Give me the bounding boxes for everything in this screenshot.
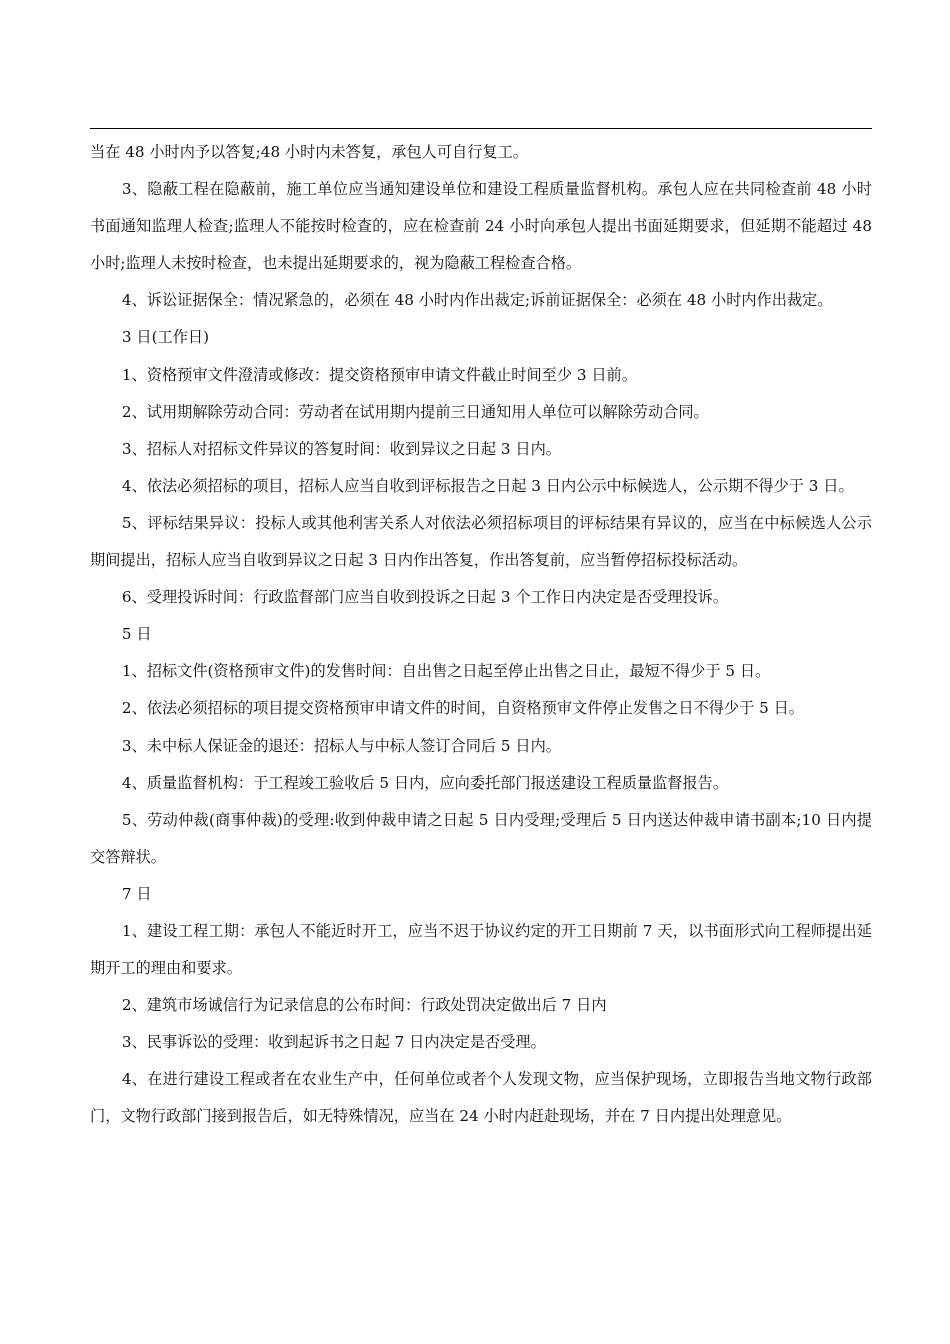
paragraph: 5、评标结果异议：投标人或其他利害关系人对依法必须招标项目的评标结果有异议的，应当在中标候选人公示期间提出，招标人应当自收到异议之日起 3 日内作出答复，作出答复前，应当暂停招标投标活动。 [90, 513, 872, 570]
paragraph: 4、在进行建设工程或者在农业生产中，任何单位或者个人发现文物，应当保护现场，立即报告当地文物行政部门，文物行政部门接到报告后，如无特殊情况，应当在 24 小时内赶赴现场，并在 7 日内提出处理意见。 [90, 1070, 872, 1126]
paragraph: 6、受理投诉时间：行政监督部门应当自收到投诉之日起 3 个工作日内决定是否受理投诉。 [121, 588, 729, 607]
paragraph: 3、未中标人保证金的退还：招标人与中标人签订合同后 5 日内。 [121, 736, 561, 755]
paragraph: 3、民事诉讼的受理：收到起诉书之日起 7 日内决定是否受理。 [121, 1033, 546, 1052]
paragraph: 4、质量监督机构：于工程竣工验收后 5 日内，应向委托部门报送建设工程质量监督报告。 [121, 773, 729, 792]
section-heading: 3 日(工作日) [121, 328, 209, 347]
paragraph: 1、招标文件(资格预审文件)的发售时间：自出售之日起至停止出售之日止，最短不得少于 5 日。 [121, 662, 771, 681]
paragraph: 1、建设工程工期：承包人不能近时开工，应当不迟于协议约定的开工日期前 7 天，以书面形式向工程师提出延期开工的理由和要求。 [90, 921, 872, 978]
header-rule [90, 128, 872, 129]
paragraph: 2、建筑市场诚信行为记录信息的公布时间：行政处罚决定做出后 7 日内 [121, 996, 607, 1015]
paragraph: 4、诉讼证据保全：情况紧急的，必须在 48 小时内作出裁定;诉前证据保全：必须在 48 小时内作出裁定。 [121, 291, 833, 310]
section-heading: 7 日 [121, 884, 152, 903]
paragraph: 4、依法必须招标的项目，招标人应当自收到评标报告之日起 3 日内公示中标候选人，公示期不得少于 3 日。 [121, 476, 854, 495]
document-body [90, 134, 872, 1136]
paragraph: 3、隐蔽工程在隐蔽前，施工单位应当通知建设单位和建设工程质量监督机构。承包人应在共同检查前 48 小时书面通知监理人检查;监理人不能按时检查的，应在检查前 24 小时向承包人提出书面延期要求，但延期不能超过 48 小时;监理人未按时检查，也未提出延期要求的，视为隐蔽工程检查合格。 [90, 180, 872, 273]
paragraph: 3、招标人对招标文件异议的答复时间：收到异议之日起 3 日内。 [121, 439, 561, 458]
section-heading: 5 日 [121, 625, 152, 644]
paragraph: 5、劳动仲裁(商事仲裁)的受理:收到仲裁申请之日起 5 日内受理;受理后 5 日内送达仲裁申请书副本;10 日内提交答辩状。 [90, 810, 872, 866]
paragraph: 当在 48 小时内予以答复;48 小时内未答复，承包人可自行复工。 [90, 143, 528, 161]
paragraph: 2、试用期解除劳动合同：劳动者在试用期内提前三日通知用人单位可以解除劳动合同。 [121, 402, 709, 421]
paragraph: 1、资格预审文件澄清或修改：提交资格预审申请文件截止时间至少 3 日前。 [121, 365, 637, 384]
paragraph: 2、依法必须招标的项目提交资格预审申请文件的时间，自资格预审文件停止发售之日不得少于 5 日。 [121, 699, 804, 718]
